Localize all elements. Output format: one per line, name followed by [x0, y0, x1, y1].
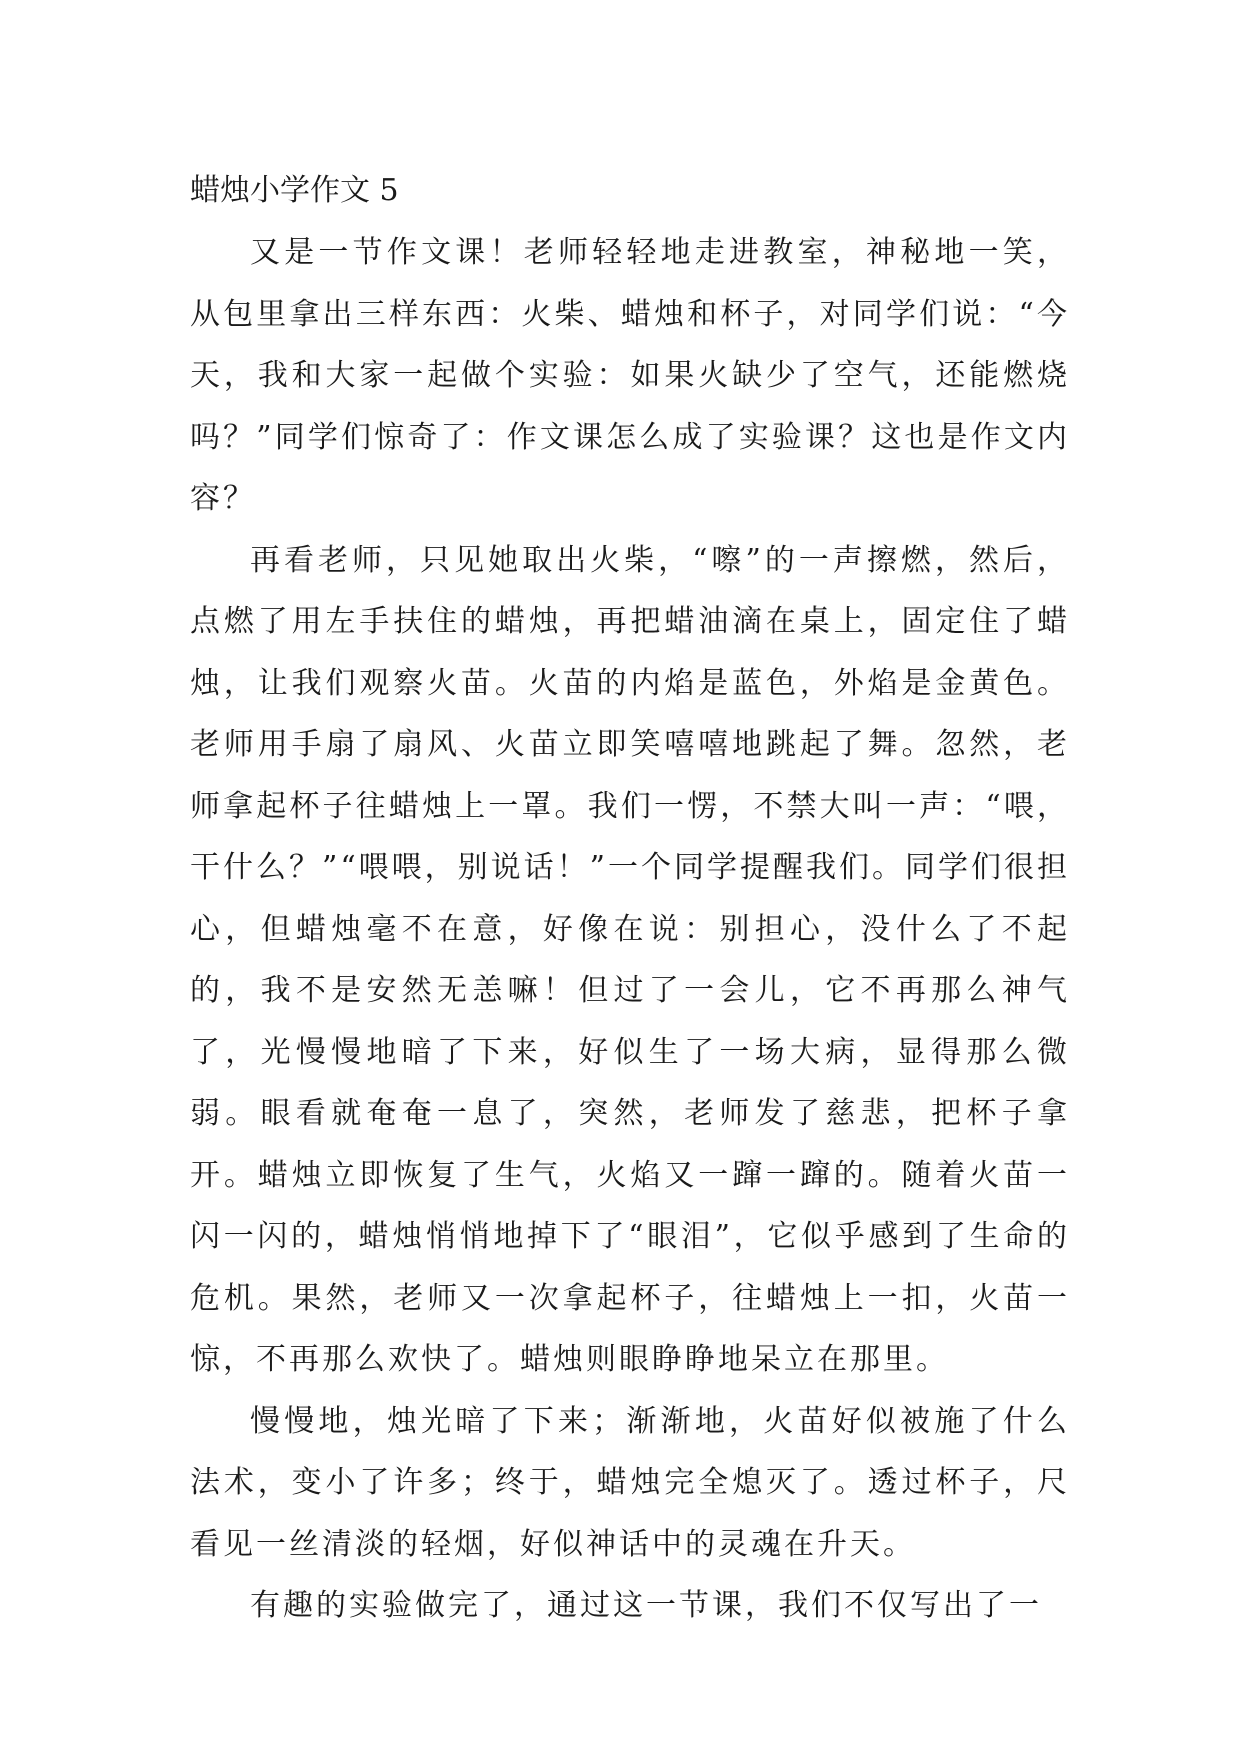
document-title: 蜡烛小学作文 5 — [190, 173, 399, 208]
document-body — [190, 160, 1070, 1637]
paragraph-4: 有趣的实验做完了，通过这一节课，我们不仅写出了一 — [250, 1588, 1042, 1623]
paragraph-2: 再看老师，只见她取出火柴，“嚓”的一声擦燃，然后，点燃了用左手扶住的蜡烛，再把蜡油滴在桌上，固定住了蜡烛，让我们观察火苗。火苗的内焰是蓝色，外焰是金黄色。老师用手扇了扇风、火苗立即笑嘻嘻地跳起了舞。忽然，老师拿起杯子往蜡烛上一罩。我们一愣，不禁大叫一声：“喂，干什么？”“喂喂，别说话！”一个同学提醒我们。同学们很担心，但蜡烛毫不在意，好像在说：别担心，没什么了不起的，我不是安然无恙嘛！但过了一会儿，它不再那么神气了，光慢慢地暗了下来，好似生了一场大病，显得那么微弱。眼看就奄奄一息了，突然，老师发了慈悲，把杯子拿开。蜡烛立即恢复了生气，火焰又一蹿一蹿的。随着火苗一闪一闪的，蜡烛悄悄地掉下了“眼泪”，它似乎感到了生命的危机。果然，老师又一次拿起杯子，往蜡烛上一扣，火苗一惊，不再那么欢快了。蜡烛则眼睁睁地呆立在那里。 — [190, 542, 1071, 1377]
paragraph-3: 慢慢地，烛光暗了下来；渐渐地，火苗好似被施了什么法术，变小了许多；终于，蜡烛完全熄灭了。透过杯子，尺看见一丝清淡的轻烟，好似神话中的灵魂在升天。 — [190, 1403, 1070, 1562]
paragraph-1: 又是一节作文课！老师轻轻地走进教室，神秘地一笑，从包里拿出三样东西：火柴、蜡烛和杯子，对同学们说：“今天，我和大家一起做个实验：如果火缺少了空气，还能燃烧吗？”同学们惊奇了：作文课怎么成了实验课？这也是作文内容？ — [190, 235, 1070, 516]
